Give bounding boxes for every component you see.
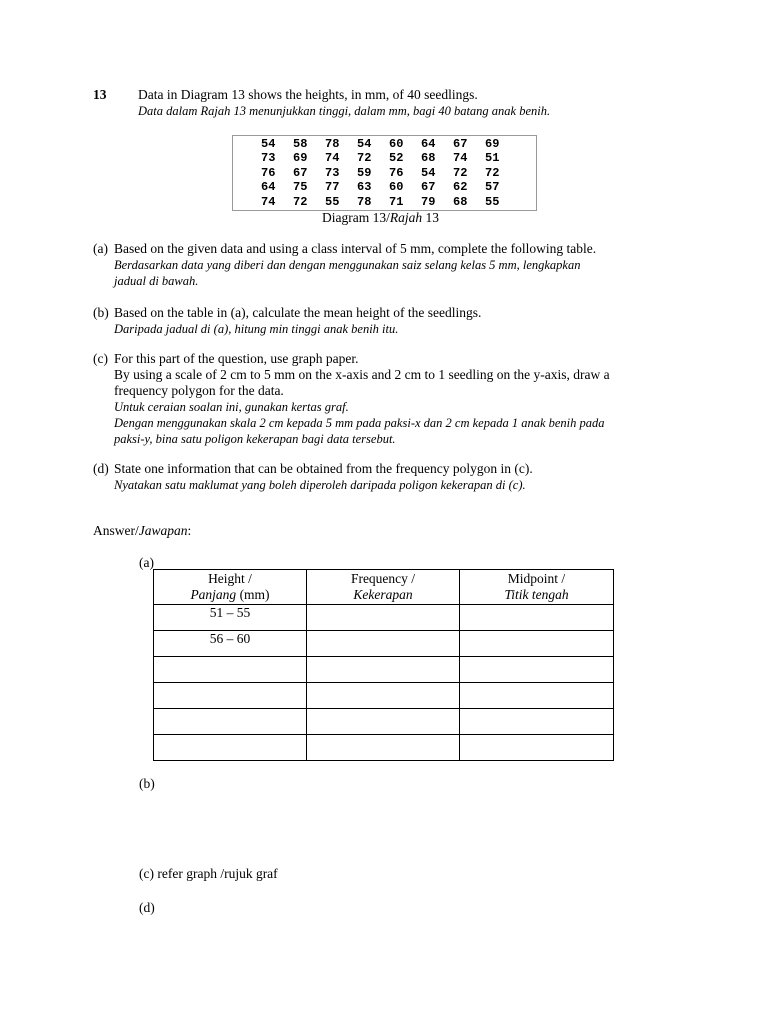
frequency-cell[interactable] xyxy=(307,709,460,735)
header-frequency-ms: Kekerapan xyxy=(353,586,413,602)
midpoint-cell[interactable] xyxy=(460,605,614,631)
data-grid-value: 78 xyxy=(357,194,372,209)
data-grid-value: 51 xyxy=(485,151,500,166)
data-grid-row xyxy=(261,180,517,194)
data-grid-value: 59 xyxy=(357,165,372,180)
data-grid-row xyxy=(261,151,517,165)
table-row xyxy=(154,605,614,631)
answer-c-label: (c) refer graph /rujuk graf xyxy=(139,866,278,881)
data-grid-value: 68 xyxy=(421,151,436,166)
data-grid-value: 76 xyxy=(389,165,404,180)
diagram-caption xyxy=(322,210,439,226)
part-d-en: State one information that can be obtained from the frequency polygon in (c). xyxy=(114,461,533,476)
part-c-ms-line3: paksi-y, bina satu poligon kekerapan bagi data tersebut. xyxy=(114,432,396,446)
data-grid-value: 71 xyxy=(389,194,404,209)
header-height xyxy=(154,570,307,605)
table-row xyxy=(154,683,614,709)
data-grid-value: 62 xyxy=(453,180,468,195)
header-height-unit: (mm) xyxy=(236,586,270,602)
answer-b-label: (b) xyxy=(139,776,155,791)
header-midpoint xyxy=(460,570,614,605)
data-grid-value: 55 xyxy=(485,194,500,209)
caption-ms: Rajah xyxy=(389,210,423,225)
answer-heading xyxy=(93,523,191,539)
question-text-ms: Data dalam Rajah 13 menunjukkan tinggi, dalam mm, bagi 40 batang anak benih. xyxy=(138,104,551,118)
data-grid-value: 78 xyxy=(325,137,340,151)
part-b-en: Based on the table in (a), calculate the mean height of the seedlings. xyxy=(114,305,482,320)
part-d-label: (d) xyxy=(93,461,109,476)
height-cell[interactable] xyxy=(154,709,307,735)
frequency-cell[interactable] xyxy=(307,605,460,631)
question-text-en: Data in Diagram 13 shows the heights, in mm, of 40 seedlings. xyxy=(138,87,478,102)
frequency-cell[interactable] xyxy=(307,657,460,683)
frequency-cell[interactable] xyxy=(307,631,460,657)
height-cell[interactable] xyxy=(154,683,307,709)
data-grid xyxy=(261,137,517,209)
header-midpoint-ms: Titik tengah xyxy=(504,586,569,602)
data-grid-row xyxy=(261,195,517,209)
midpoint-cell[interactable] xyxy=(460,631,614,657)
data-grid-value: 72 xyxy=(453,165,468,180)
data-grid-value: 77 xyxy=(325,180,340,195)
question-text xyxy=(138,87,698,119)
part-a-en: Based on the given data and using a class interval of 5 mm, complete the following table. xyxy=(114,241,597,256)
part-b-label: (b) xyxy=(93,305,109,320)
part-b-ms: Daripada jadual di (a), hitung min tinggi anak benih itu. xyxy=(114,322,399,336)
answer-d-label: (d) xyxy=(139,900,155,915)
part-d-ms: Nyatakan satu maklumat yang boleh diperoleh daripada poligon kekerapan di (c). xyxy=(114,478,526,492)
answer-label-en: Answer/ xyxy=(93,523,139,538)
table-row xyxy=(154,631,614,657)
data-grid-value: 74 xyxy=(261,194,276,209)
frequency-cell[interactable] xyxy=(307,735,460,761)
diagram-data-box xyxy=(232,135,537,211)
data-grid-value: 69 xyxy=(485,137,500,151)
answer-table-header-row xyxy=(154,570,614,605)
answer-table xyxy=(153,569,614,761)
data-grid-value: 52 xyxy=(389,151,404,166)
answer-label-colon: : xyxy=(187,523,192,538)
data-grid-value: 68 xyxy=(453,194,468,209)
part-a-label: (a) xyxy=(93,241,108,256)
data-grid-value: 79 xyxy=(421,194,436,209)
data-grid-value: 67 xyxy=(453,137,468,151)
data-grid-row xyxy=(261,137,517,151)
data-grid-value: 60 xyxy=(389,137,404,151)
part-c-en-line2: By using a scale of 2 cm to 5 mm on the x-axis and 2 cm to 1 seedling on the y-axis, draw a xyxy=(114,367,610,382)
data-grid-value: 72 xyxy=(357,151,372,166)
data-grid-value: 64 xyxy=(421,137,436,151)
data-grid-value: 74 xyxy=(453,151,468,166)
table-row xyxy=(154,735,614,761)
data-grid-value: 73 xyxy=(325,165,340,180)
question-number: 13 xyxy=(93,87,107,102)
data-grid-value: 72 xyxy=(485,165,500,180)
height-cell[interactable]: 51 – 55 xyxy=(154,605,307,631)
midpoint-cell[interactable] xyxy=(460,735,614,761)
data-grid-value: 69 xyxy=(293,151,308,166)
height-cell[interactable]: 56 – 60 xyxy=(154,631,307,657)
data-grid-value: 54 xyxy=(421,165,436,180)
data-grid-value: 54 xyxy=(261,137,276,151)
height-cell[interactable] xyxy=(154,657,307,683)
data-grid-value: 54 xyxy=(357,137,372,151)
data-grid-value: 75 xyxy=(293,180,308,195)
data-grid-value: 60 xyxy=(389,180,404,195)
part-a-ms-line2: jadual di bawah. xyxy=(114,274,199,288)
caption-en: Diagram 13/ xyxy=(322,210,390,225)
midpoint-cell[interactable] xyxy=(460,657,614,683)
table-row xyxy=(154,657,614,683)
table-row xyxy=(154,709,614,735)
data-grid-value: 58 xyxy=(293,137,308,151)
answer-label-ms: Jawapan xyxy=(138,523,188,538)
data-grid-value: 67 xyxy=(293,165,308,180)
data-grid-value: 64 xyxy=(261,180,276,195)
header-height-line1: Height / xyxy=(208,571,252,586)
height-cell[interactable] xyxy=(154,735,307,761)
part-c-en-line1: For this part of the question, use graph paper. xyxy=(114,351,359,366)
part-c-ms-line2: Dengan menggunakan skala 2 cm kepada 5 mm pada paksi-x dan 2 cm kepada 1 anak benih pada xyxy=(114,416,605,430)
header-height-ms: Panjang xyxy=(190,586,237,602)
header-frequency-line1: Frequency / xyxy=(350,571,416,586)
data-grid-value: 76 xyxy=(261,165,276,180)
frequency-cell[interactable] xyxy=(307,683,460,709)
answer-a-label: (a) xyxy=(139,555,154,570)
midpoint-cell[interactable] xyxy=(460,683,614,709)
header-frequency xyxy=(307,570,460,605)
data-grid-value: 67 xyxy=(421,180,436,195)
data-grid-row xyxy=(261,166,517,180)
header-midpoint-line1: Midpoint / xyxy=(507,571,566,586)
part-a-ms-line1: Berdasarkan data yang diberi dan dengan menggunakan saiz selang kelas 5 mm, lengkapkan xyxy=(114,258,581,272)
data-grid-value: 63 xyxy=(357,180,372,195)
data-grid-value: 74 xyxy=(325,151,340,166)
part-c-ms-line1: Untuk ceraian soalan ini, gunakan kertas graf. xyxy=(114,400,349,414)
part-c-label: (c) xyxy=(93,351,108,366)
data-grid-value: 57 xyxy=(485,180,500,195)
data-grid-value: 73 xyxy=(261,151,276,166)
data-grid-value: 72 xyxy=(293,194,308,209)
data-grid-value: 55 xyxy=(325,194,340,209)
midpoint-cell[interactable] xyxy=(460,709,614,735)
part-c-en-line3: frequency polygon for the data. xyxy=(114,383,284,398)
caption-num: 13 xyxy=(422,210,439,225)
